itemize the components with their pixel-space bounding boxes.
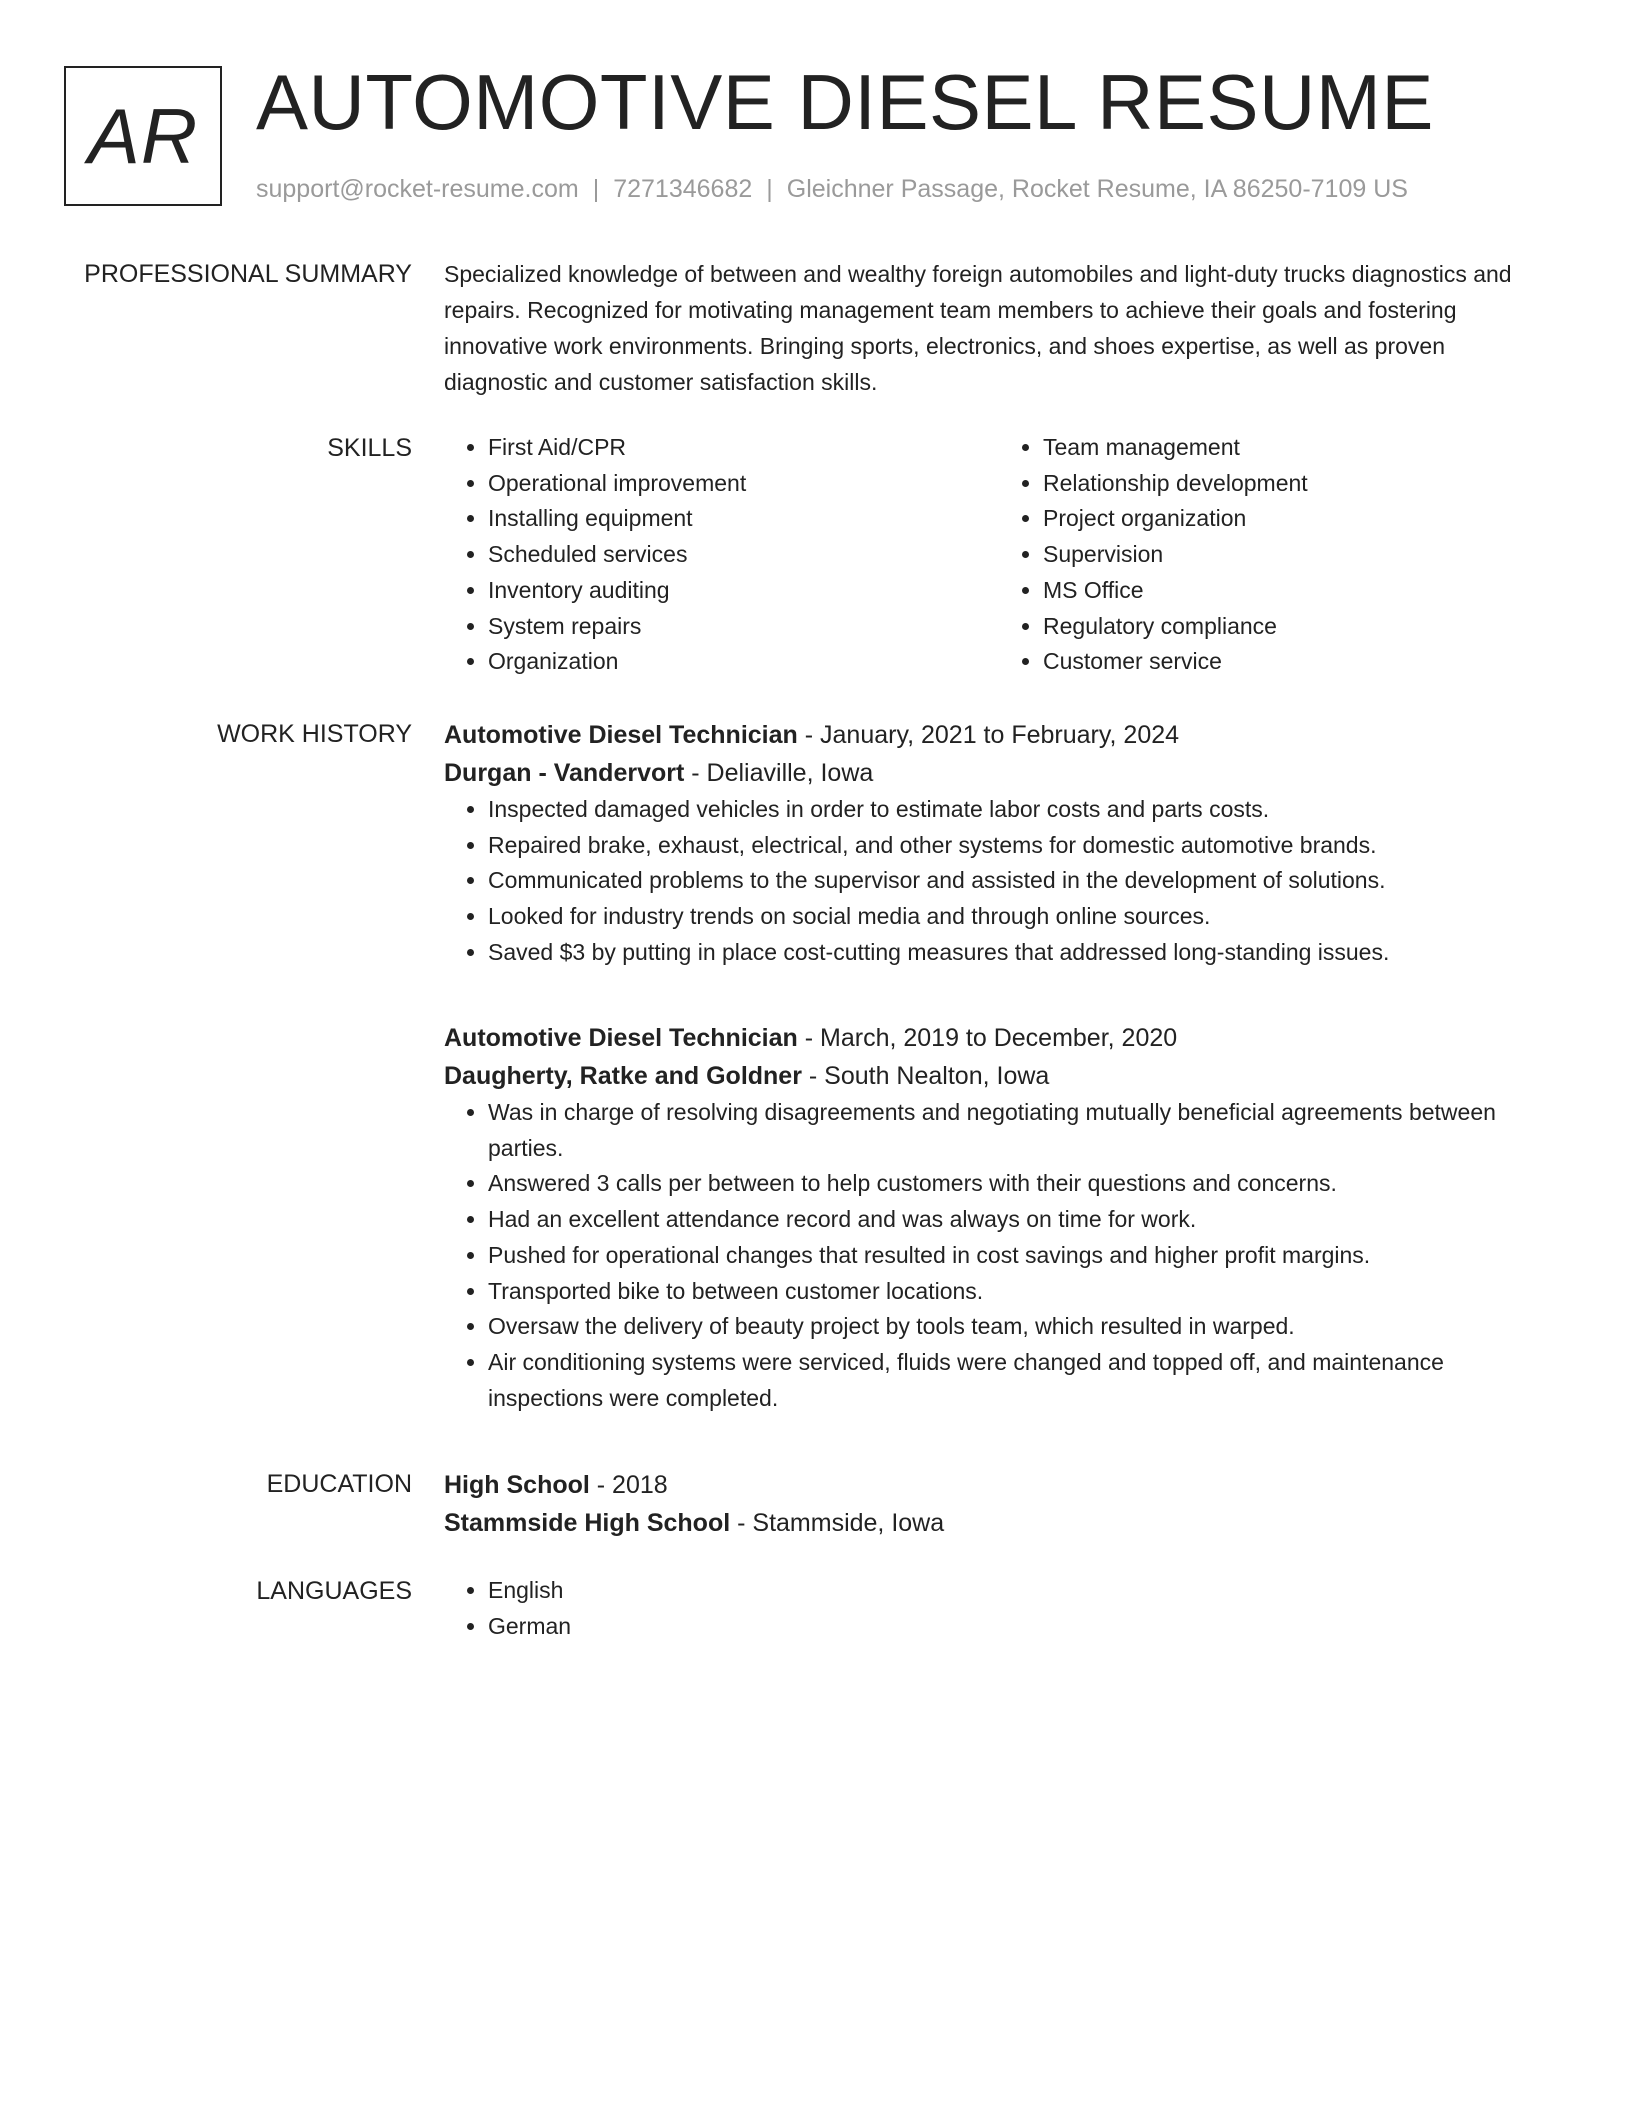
skill-item: • Organization bbox=[488, 644, 999, 680]
section-label-skills: SKILLS bbox=[327, 434, 412, 462]
skills-list-left bbox=[444, 430, 999, 680]
skill-item: • Project organization bbox=[1043, 501, 1554, 537]
job-bullet: • Had an excellent attendance record and was always on time for work. bbox=[488, 1202, 1554, 1238]
section-label-work: WORK HISTORY bbox=[217, 720, 412, 748]
job-location: - South Nealton, Iowa bbox=[801, 1062, 1050, 1090]
skills-body bbox=[444, 430, 1554, 680]
job-location: - Deliaville, Iowa bbox=[684, 759, 874, 787]
job-company: Durgan - Vandervort bbox=[444, 759, 685, 787]
contact-separator: | bbox=[592, 175, 600, 203]
job-bullet: • Answered 3 calls per between to help customers with their questions and concerns. bbox=[488, 1166, 1554, 1202]
monogram-initials: AR bbox=[87, 92, 199, 180]
job-title-line bbox=[444, 1019, 1554, 1057]
skills-grid bbox=[444, 430, 1554, 680]
skill-item: • Supervision bbox=[1043, 537, 1554, 573]
contact-phone: 7271346682 bbox=[613, 175, 753, 203]
skill-item: • Operational improvement bbox=[488, 466, 999, 502]
languages-body bbox=[444, 1573, 1554, 1644]
skill-item: • System repairs bbox=[488, 609, 999, 645]
section-label-languages: LANGUAGES bbox=[256, 1577, 412, 1605]
job-bullets bbox=[444, 792, 1554, 971]
contact-separator: | bbox=[766, 175, 773, 203]
languages-list bbox=[444, 1573, 1554, 1644]
skill-item: • Installing equipment bbox=[488, 501, 999, 537]
contact-email: support@rocket-resume.com bbox=[256, 175, 579, 203]
monogram-badge bbox=[64, 66, 222, 206]
job-bullet: • Inspected damaged vehicles in order to estimate labor costs and parts costs. bbox=[488, 792, 1554, 828]
job-bullet: • Pushed for operational changes that resulted in cost savings and higher profit margins. bbox=[488, 1238, 1554, 1274]
education-school-line bbox=[444, 1504, 1554, 1542]
education-degree-line bbox=[444, 1466, 1554, 1504]
job-dates: - January, 2021 to February, 2024 bbox=[797, 721, 1180, 749]
skill-item: • Regulatory compliance bbox=[1043, 609, 1554, 645]
skill-item: • Inventory auditing bbox=[488, 573, 999, 609]
skill-item: • Customer service bbox=[1043, 644, 1554, 680]
job-bullet: • Transported bike to between customer locations. bbox=[488, 1274, 1554, 1310]
resume-title: AUTOMOTIVE DIESEL RESUME bbox=[256, 58, 1434, 146]
job-bullets bbox=[444, 1095, 1554, 1416]
summary-text: Specialized knowledge of between and wealthy foreign automobiles and light-duty trucks diagnostics and repairs. Recognized for motivating management team members to achieve their goals and fostering innovative work environments. Bringing sports, electronics, and shoes expertise, as well as proven diagnostic and customer satisfaction skills. bbox=[444, 261, 1512, 395]
job-entry bbox=[444, 716, 1554, 971]
job-title: Automotive Diesel Technician bbox=[444, 1024, 798, 1052]
job-bullet: • Repaired brake, exhaust, electrical, and other systems for domestic automotive brands. bbox=[488, 828, 1554, 864]
education-degree: High School bbox=[444, 1471, 590, 1499]
contact-address: Gleichner Passage, Rocket Resume, IA 86250-7109 US bbox=[786, 175, 1408, 203]
skill-item: • Team management bbox=[1043, 430, 1554, 466]
education-school: Stammside High School bbox=[444, 1509, 731, 1537]
skill-item: • Relationship development bbox=[1043, 466, 1554, 502]
job-bullet: • Communicated problems to the supervisor and assisted in the development of solutions. bbox=[488, 863, 1554, 899]
contact-line bbox=[256, 172, 1408, 206]
education-year: - 2018 bbox=[589, 1471, 668, 1499]
education-body bbox=[444, 1466, 1554, 1542]
education-location: - Stammside, Iowa bbox=[730, 1509, 945, 1537]
language-item: • German bbox=[488, 1609, 1554, 1645]
job-bullet: • Oversaw the delivery of beauty project by tools team, which resulted in warped. bbox=[488, 1309, 1554, 1345]
job-entry bbox=[444, 1019, 1554, 1416]
section-label-education: EDUCATION bbox=[266, 1470, 412, 1498]
job-company-line bbox=[444, 1057, 1554, 1095]
job-company: Daugherty, Ratke and Goldner bbox=[444, 1062, 802, 1090]
skill-item: • Scheduled services bbox=[488, 537, 999, 573]
job-bullet: • Air conditioning systems were serviced, fluids were changed and topped off, and maintenance inspections were completed. bbox=[488, 1345, 1554, 1416]
job-company-line bbox=[444, 754, 1554, 792]
skill-item: • First Aid/CPR bbox=[488, 430, 999, 466]
job-title-line bbox=[444, 716, 1554, 754]
language-item: • English bbox=[488, 1573, 1554, 1609]
job-title: Automotive Diesel Technician bbox=[444, 721, 798, 749]
summary-body bbox=[444, 256, 1554, 400]
skills-list-right bbox=[999, 430, 1554, 680]
skill-item: • MS Office bbox=[1043, 573, 1554, 609]
job-bullet: • Looked for industry trends on social media and through online sources. bbox=[488, 899, 1554, 935]
section-label-summary: PROFESSIONAL SUMMARY bbox=[84, 260, 412, 288]
job-dates: - March, 2019 to December, 2020 bbox=[797, 1024, 1178, 1052]
job-bullet: • Was in charge of resolving disagreements and negotiating mutually beneficial agreements between parties. bbox=[488, 1095, 1554, 1166]
job-bullet: • Saved $3 by putting in place cost-cutting measures that addressed long-standing issues. bbox=[488, 935, 1554, 971]
